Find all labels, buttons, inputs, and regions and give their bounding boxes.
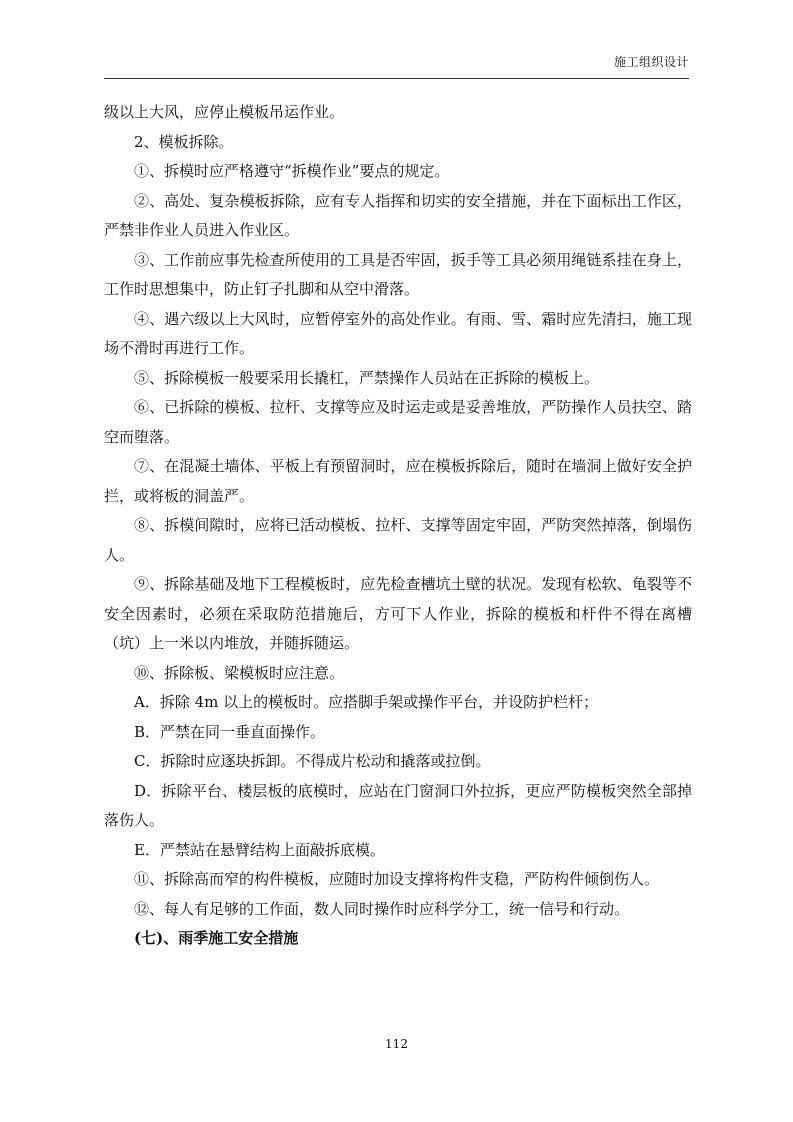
paragraph-item-5: ⑤、拆除模板一般要采用长撬杠，严禁操作人员站在正拆除的模板上。 bbox=[134, 368, 600, 387]
section-heading: (七)、雨季施工安全措施 bbox=[134, 929, 299, 947]
paragraph-item-6: ⑥、已拆除的模板、拉杆、支撑等应及时运走或是妥善堆放，严防操作人员扶空、踏空而堕落。 bbox=[104, 398, 692, 446]
document-body bbox=[104, 98, 692, 954]
paragraph-item-4: ④、遇六级以上大风时，应暂停室外的高处作业。有雨、雪、霜时应先清扫，施工现场不滑时再进行工作。 bbox=[104, 309, 692, 357]
paragraph-item-2: ②、高处、复杂模板拆除，应有专人指挥和切实的安全措施，并在下面标出工作区，严禁非作业人员进入作业区。 bbox=[104, 191, 692, 239]
paragraph-continuation: 级以上大风，应停止模板吊运作业。 bbox=[104, 103, 345, 121]
paragraph-subitem-a: A．拆除 4m 以上的模板时。应搭脚手架或操作平台，并设防护栏杆； bbox=[134, 693, 599, 711]
paragraph-subitem-b: B．严禁在同一垂直面操作。 bbox=[134, 722, 326, 741]
paragraph-subitem-c: C．拆除时应逐块拆卸。不得成片松动和撬落或拉倒。 bbox=[134, 752, 491, 770]
header-divider bbox=[104, 78, 689, 79]
paragraph-item-7: ⑦、在混凝土墙体、平板上有预留洞时，应在模板拆除后，随时在墙洞上做好安全护拦，或将板的洞盖严。 bbox=[104, 457, 692, 505]
paragraph-item-10: ⑩、拆除板、梁模板时应注意。 bbox=[134, 663, 345, 682]
paragraph-item-3: ③、工作前应事先检查所使用的工具是否牢固，扳手等工具必须用绳链系挂在身上，工作时思想集中，防止钉子扎脚和从空中滑落。 bbox=[104, 250, 692, 298]
paragraph-subitem-d: D．拆除平台、楼层板的底模时，应站在门窗洞口外拉拆，更应严防模板突然全部掉落伤人。 bbox=[104, 781, 692, 829]
paragraph-item-11: ⑪、拆除高而窄的构件模板，应随时加设支撑将构件支稳，严防构件倾倒伤人。 bbox=[134, 870, 660, 888]
paragraph-subheading-formwork-removal: 2、模板拆除。 bbox=[134, 132, 234, 151]
paragraph-item-12: ⑫、每人有足够的工作面，数人同时操作时应科学分工，统一信号和行动。 bbox=[134, 899, 630, 918]
page-number: 112 bbox=[385, 1037, 408, 1051]
paragraph-item-9: ⑨、拆除基础及地下工程模板时，应先检查槽坑土壁的状况。发现有松软、龟裂等不安全因素时，必须在采取防范措施后，方可下人作业，拆除的模板和杆件不得在离槽（坑）上一米以内堆放，并随拆随运。 bbox=[104, 575, 692, 652]
paragraph-item-1: ①、拆模时应严格遵守“拆模作业”要点的规定。 bbox=[134, 162, 450, 180]
header-title: 施工组织设计 bbox=[613, 55, 689, 69]
paragraph-subitem-e: E．严禁站在悬臂结构上面敲拆底模。 bbox=[134, 840, 385, 859]
paragraph-item-8: ⑧、拆模间隙时，应将已活动模板、拉杆、支撑等固定牢固，严防突然掉落，倒塌伤人。 bbox=[104, 516, 692, 564]
